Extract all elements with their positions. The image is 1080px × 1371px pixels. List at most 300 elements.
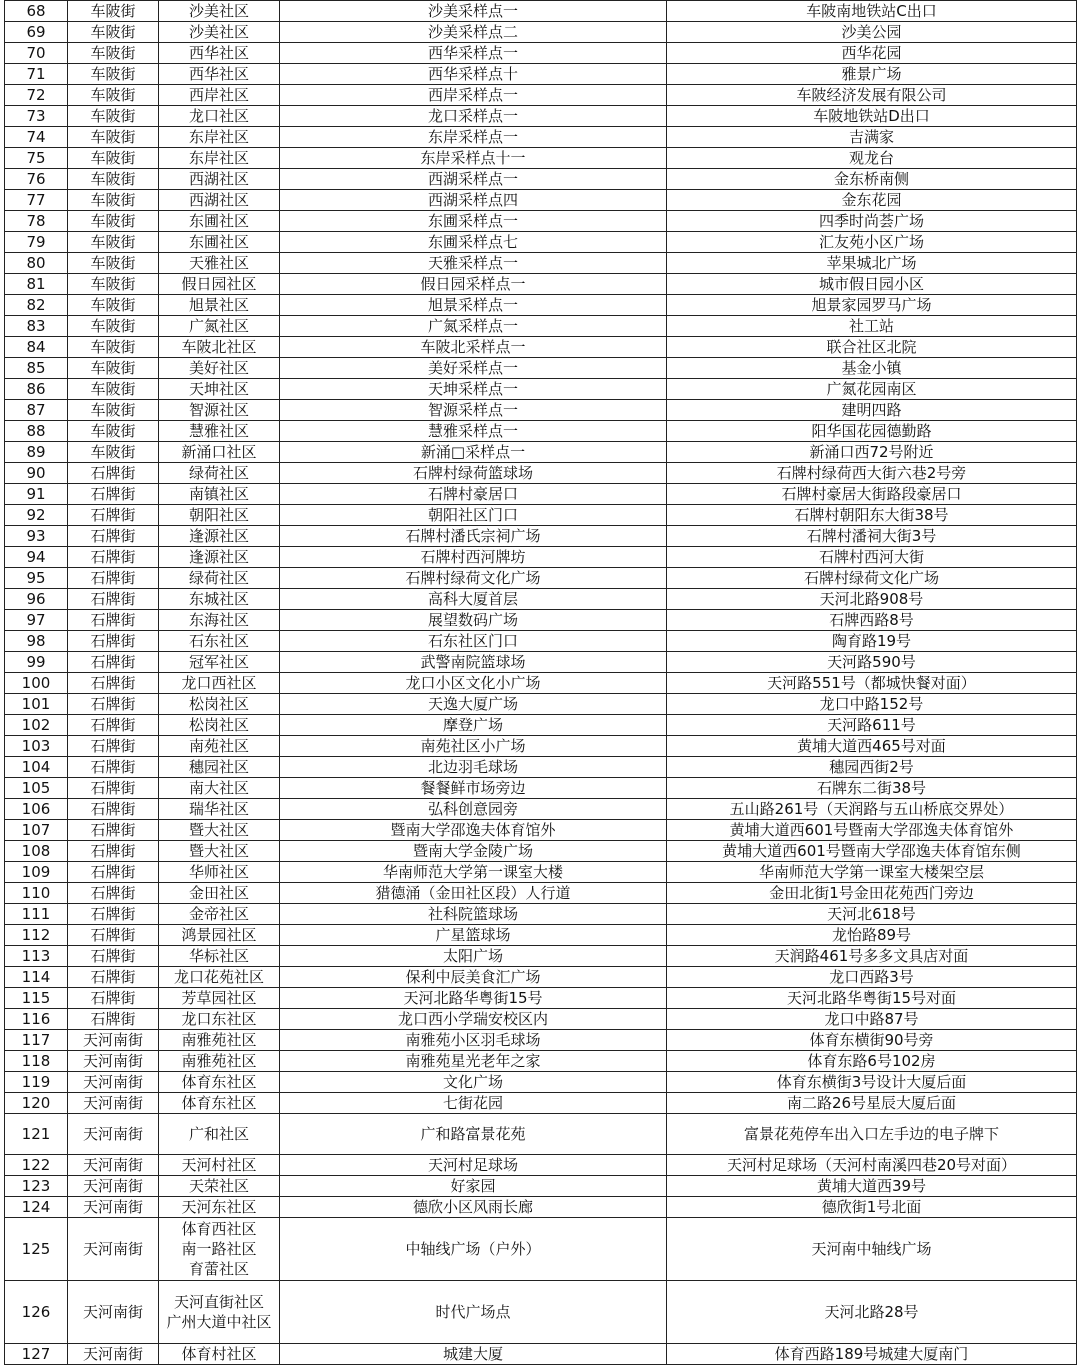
street-cell: 车陂街 bbox=[68, 85, 159, 106]
table-row bbox=[5, 358, 1077, 379]
street-cell: 车陂街 bbox=[68, 1, 159, 22]
community-cell: 龙口东社区 bbox=[159, 1009, 280, 1030]
community-cell: 假日园社区 bbox=[159, 274, 280, 295]
street-cell: 石牌街 bbox=[68, 736, 159, 757]
community-cell: 东圃社区 bbox=[159, 211, 280, 232]
street-cell: 车陂街 bbox=[68, 400, 159, 421]
row-number: 86 bbox=[5, 379, 68, 400]
community-cell: 天雅社区 bbox=[159, 253, 280, 274]
street-cell: 石牌街 bbox=[68, 631, 159, 652]
sampling-point-cell: 沙美采样点二 bbox=[280, 22, 667, 43]
community-cell: 金帝社区 bbox=[159, 904, 280, 925]
street-cell: 石牌街 bbox=[68, 547, 159, 568]
community-cell: 鸿景园社区 bbox=[159, 925, 280, 946]
row-number: 91 bbox=[5, 484, 68, 505]
address-cell: 天河村足球场（天河村南溪四巷20号对面） bbox=[667, 1155, 1077, 1176]
address-cell: 阳华国花园德勤路 bbox=[667, 421, 1077, 442]
sampling-point-cell: 时代广场点 bbox=[280, 1281, 667, 1344]
row-number: 70 bbox=[5, 43, 68, 64]
address-cell: 观龙台 bbox=[667, 148, 1077, 169]
row-number: 117 bbox=[5, 1030, 68, 1051]
sampling-point-cell: 好家园 bbox=[280, 1176, 667, 1197]
community-cell: 天河村社区 bbox=[159, 1155, 280, 1176]
address-cell: 体育西路189号城建大厦南门 bbox=[667, 1344, 1077, 1365]
row-number: 98 bbox=[5, 631, 68, 652]
street-cell: 石牌街 bbox=[68, 841, 159, 862]
community-cell: 龙口西社区 bbox=[159, 673, 280, 694]
community-cell: 体育东社区 bbox=[159, 1093, 280, 1114]
sampling-point-cell: 华南师范大学第一课室大楼 bbox=[280, 862, 667, 883]
sampling-point-cell: 摩登广场 bbox=[280, 715, 667, 736]
address-cell: 黄埔大道西601号暨南大学邵逸夫体育馆外 bbox=[667, 820, 1077, 841]
street-cell: 车陂街 bbox=[68, 358, 159, 379]
row-number: 94 bbox=[5, 547, 68, 568]
sampling-point-cell: 西岸采样点一 bbox=[280, 85, 667, 106]
sampling-point-cell: 南苑社区小广场 bbox=[280, 736, 667, 757]
row-number: 68 bbox=[5, 1, 68, 22]
address-cell: 天河北路28号 bbox=[667, 1281, 1077, 1344]
table-row bbox=[5, 400, 1077, 421]
street-cell: 车陂街 bbox=[68, 232, 159, 253]
address-cell: 四季时尚荟广场 bbox=[667, 211, 1077, 232]
table-row bbox=[5, 526, 1077, 547]
row-number: 74 bbox=[5, 127, 68, 148]
table-body bbox=[5, 1, 1077, 1365]
community-cell: 龙口花苑社区 bbox=[159, 967, 280, 988]
sampling-point-cell: 智源采样点一 bbox=[280, 400, 667, 421]
community-cell: 南苑社区 bbox=[159, 736, 280, 757]
street-cell: 车陂街 bbox=[68, 106, 159, 127]
community-cell: 西湖社区 bbox=[159, 169, 280, 190]
community-cell: 南镇社区 bbox=[159, 484, 280, 505]
sampling-point-cell: 七街花园 bbox=[280, 1093, 667, 1114]
sampling-point-cell: 东圃采样点七 bbox=[280, 232, 667, 253]
sampling-point-cell: 石牌村潘氏宗祠广场 bbox=[280, 526, 667, 547]
street-cell: 石牌街 bbox=[68, 988, 159, 1009]
street-cell: 石牌街 bbox=[68, 967, 159, 988]
table-row bbox=[5, 967, 1077, 988]
table-row bbox=[5, 505, 1077, 526]
row-number: 73 bbox=[5, 106, 68, 127]
street-cell: 天河南街 bbox=[68, 1072, 159, 1093]
address-cell: 穗园西街2号 bbox=[667, 757, 1077, 778]
sampling-point-cell: 暨南大学邵逸夫体育馆外 bbox=[280, 820, 667, 841]
table-row bbox=[5, 190, 1077, 211]
table-row bbox=[5, 652, 1077, 673]
row-number: 106 bbox=[5, 799, 68, 820]
sampling-point-cell: 武警南院篮球场 bbox=[280, 652, 667, 673]
table-row bbox=[5, 85, 1077, 106]
table-row bbox=[5, 820, 1077, 841]
community-cell: 旭景社区 bbox=[159, 295, 280, 316]
row-number: 114 bbox=[5, 967, 68, 988]
street-cell: 天河南街 bbox=[68, 1281, 159, 1344]
community-cell: 天坤社区 bbox=[159, 379, 280, 400]
sampling-point-cell: 石牌村豪居口 bbox=[280, 484, 667, 505]
address-cell: 天河北路华粤街15号对面 bbox=[667, 988, 1077, 1009]
street-cell: 天河南街 bbox=[68, 1114, 159, 1155]
table-row bbox=[5, 232, 1077, 253]
address-cell: 南二路26号星辰大厦后面 bbox=[667, 1093, 1077, 1114]
row-number: 116 bbox=[5, 1009, 68, 1030]
table-row bbox=[5, 22, 1077, 43]
sampling-point-cell: 龙口西小学瑞安校区内 bbox=[280, 1009, 667, 1030]
community-cell: 东海社区 bbox=[159, 610, 280, 631]
address-cell: 苹果城北广场 bbox=[667, 253, 1077, 274]
row-number: 113 bbox=[5, 946, 68, 967]
street-cell: 天河南街 bbox=[68, 1344, 159, 1365]
table-row bbox=[5, 736, 1077, 757]
sampling-point-cell: 沙美采样点一 bbox=[280, 1, 667, 22]
community-cell: 东岸社区 bbox=[159, 148, 280, 169]
address-cell: 龙怡路89号 bbox=[667, 925, 1077, 946]
community-cell: 逢源社区 bbox=[159, 526, 280, 547]
sampling-point-cell: 文化广场 bbox=[280, 1072, 667, 1093]
community-cell: 西岸社区 bbox=[159, 85, 280, 106]
row-number: 111 bbox=[5, 904, 68, 925]
street-cell: 天河南街 bbox=[68, 1218, 159, 1281]
community-cell: 绿荷社区 bbox=[159, 463, 280, 484]
community-cell: 绿荷社区 bbox=[159, 568, 280, 589]
table-row bbox=[5, 379, 1077, 400]
table-row bbox=[5, 925, 1077, 946]
address-cell: 雅景广场 bbox=[667, 64, 1077, 85]
address-cell: 龙口中路87号 bbox=[667, 1009, 1077, 1030]
community-cell: 暨大社区 bbox=[159, 820, 280, 841]
street-cell: 车陂街 bbox=[68, 442, 159, 463]
community-cell: 体育村社区 bbox=[159, 1344, 280, 1365]
sampling-point-cell: 龙口采样点一 bbox=[280, 106, 667, 127]
community-cell: 穗园社区 bbox=[159, 757, 280, 778]
table-row bbox=[5, 946, 1077, 967]
sampling-point-cell: 太阳广场 bbox=[280, 946, 667, 967]
community-cell: 天荣社区 bbox=[159, 1176, 280, 1197]
address-cell: 体育东横街90号旁 bbox=[667, 1030, 1077, 1051]
table-row bbox=[5, 904, 1077, 925]
street-cell: 石牌街 bbox=[68, 925, 159, 946]
address-cell: 天河北路908号 bbox=[667, 589, 1077, 610]
community-cell: 暨大社区 bbox=[159, 841, 280, 862]
street-cell: 车陂街 bbox=[68, 337, 159, 358]
street-cell: 车陂街 bbox=[68, 295, 159, 316]
table-row bbox=[5, 421, 1077, 442]
community-cell: 慧雅社区 bbox=[159, 421, 280, 442]
table-row bbox=[5, 64, 1077, 85]
table-row bbox=[5, 778, 1077, 799]
row-number: 71 bbox=[5, 64, 68, 85]
address-cell: 黄埔大道西601号暨南大学邵逸夫体育馆东侧 bbox=[667, 841, 1077, 862]
row-number: 88 bbox=[5, 421, 68, 442]
address-cell: 德欣街1号北面 bbox=[667, 1197, 1077, 1218]
street-cell: 天河南街 bbox=[68, 1197, 159, 1218]
row-number: 81 bbox=[5, 274, 68, 295]
street-cell: 石牌街 bbox=[68, 715, 159, 736]
address-cell: 金东桥南侧 bbox=[667, 169, 1077, 190]
row-number: 118 bbox=[5, 1051, 68, 1072]
table-row bbox=[5, 1072, 1077, 1093]
table-row bbox=[5, 547, 1077, 568]
street-cell: 天河南街 bbox=[68, 1030, 159, 1051]
street-cell: 车陂街 bbox=[68, 190, 159, 211]
row-number: 123 bbox=[5, 1176, 68, 1197]
community-cell: 华师社区 bbox=[159, 862, 280, 883]
row-number: 69 bbox=[5, 22, 68, 43]
table-row bbox=[5, 694, 1077, 715]
sampling-point-cell: 车陂北采样点一 bbox=[280, 337, 667, 358]
row-number: 93 bbox=[5, 526, 68, 547]
table-row bbox=[5, 841, 1077, 862]
address-cell: 石牌村豪居大街路段豪居口 bbox=[667, 484, 1077, 505]
row-number: 107 bbox=[5, 820, 68, 841]
address-cell: 金东花园 bbox=[667, 190, 1077, 211]
sampling-point-cell: 南雅苑星光老年之家 bbox=[280, 1051, 667, 1072]
street-cell: 石牌街 bbox=[68, 820, 159, 841]
street-cell: 车陂街 bbox=[68, 253, 159, 274]
row-number: 120 bbox=[5, 1093, 68, 1114]
row-number: 108 bbox=[5, 841, 68, 862]
sampling-point-cell: 东岸采样点十一 bbox=[280, 148, 667, 169]
address-cell: 广氮花园南区 bbox=[667, 379, 1077, 400]
street-cell: 车陂街 bbox=[68, 421, 159, 442]
address-cell: 天河北618号 bbox=[667, 904, 1077, 925]
row-number: 97 bbox=[5, 610, 68, 631]
community-cell: 金田社区 bbox=[159, 883, 280, 904]
address-cell: 石牌村绿荷西大街六巷2号旁 bbox=[667, 463, 1077, 484]
table-row bbox=[5, 127, 1077, 148]
address-cell: 石牌村西河大街 bbox=[667, 547, 1077, 568]
address-cell: 沙美公园 bbox=[667, 22, 1077, 43]
address-cell: 石牌村朝阳东大街38号 bbox=[667, 505, 1077, 526]
street-cell: 车陂街 bbox=[68, 64, 159, 85]
row-number: 77 bbox=[5, 190, 68, 211]
street-cell: 石牌街 bbox=[68, 862, 159, 883]
address-cell: 城市假日园小区 bbox=[667, 274, 1077, 295]
street-cell: 石牌街 bbox=[68, 652, 159, 673]
street-cell: 车陂街 bbox=[68, 316, 159, 337]
row-number: 110 bbox=[5, 883, 68, 904]
sampling-point-cell: 西华采样点一 bbox=[280, 43, 667, 64]
sampling-point-cell: 石牌村绿荷篮球场 bbox=[280, 463, 667, 484]
table-row bbox=[5, 316, 1077, 337]
table-row bbox=[5, 1176, 1077, 1197]
community-cell: 东城社区 bbox=[159, 589, 280, 610]
table-row bbox=[5, 1344, 1077, 1365]
community-cell: 天河东社区 bbox=[159, 1197, 280, 1218]
address-cell: 西华花园 bbox=[667, 43, 1077, 64]
address-cell: 联合社区北院 bbox=[667, 337, 1077, 358]
sampling-point-cell: 西湖采样点四 bbox=[280, 190, 667, 211]
row-number: 100 bbox=[5, 673, 68, 694]
address-cell: 龙口西路3号 bbox=[667, 967, 1077, 988]
sampling-point-cell: 广星篮球场 bbox=[280, 925, 667, 946]
address-cell: 体育东横街3号设计大厦后面 bbox=[667, 1072, 1077, 1093]
row-number: 109 bbox=[5, 862, 68, 883]
community-cell: 瑞华社区 bbox=[159, 799, 280, 820]
table-row bbox=[5, 673, 1077, 694]
street-cell: 石牌街 bbox=[68, 799, 159, 820]
sampling-point-cell: 暨南大学金陵广场 bbox=[280, 841, 667, 862]
street-cell: 石牌街 bbox=[68, 778, 159, 799]
table-row bbox=[5, 1155, 1077, 1176]
row-number: 112 bbox=[5, 925, 68, 946]
sampling-sites-table bbox=[4, 0, 1077, 1365]
sampling-point-cell: 展望数码广场 bbox=[280, 610, 667, 631]
sampling-point-cell: 广氮采样点一 bbox=[280, 316, 667, 337]
row-number: 79 bbox=[5, 232, 68, 253]
address-cell: 吉满家 bbox=[667, 127, 1077, 148]
street-cell: 石牌街 bbox=[68, 1009, 159, 1030]
sampling-point-cell: 朝阳社区门口 bbox=[280, 505, 667, 526]
address-cell: 石牌村绿荷文化广场 bbox=[667, 568, 1077, 589]
address-cell: 石牌西路8号 bbox=[667, 610, 1077, 631]
address-cell: 新涌口西72号附近 bbox=[667, 442, 1077, 463]
table-row bbox=[5, 1030, 1077, 1051]
row-number: 75 bbox=[5, 148, 68, 169]
community-cell: 朝阳社区 bbox=[159, 505, 280, 526]
street-cell: 石牌街 bbox=[68, 904, 159, 925]
community-cell: 东岸社区 bbox=[159, 127, 280, 148]
address-cell: 旭景家园罗马广场 bbox=[667, 295, 1077, 316]
table-row bbox=[5, 295, 1077, 316]
address-cell: 汇友苑小区广场 bbox=[667, 232, 1077, 253]
row-number: 124 bbox=[5, 1197, 68, 1218]
row-number: 83 bbox=[5, 316, 68, 337]
sampling-point-cell: 社科院篮球场 bbox=[280, 904, 667, 925]
community-cell: 松岗社区 bbox=[159, 694, 280, 715]
street-cell: 石牌街 bbox=[68, 526, 159, 547]
row-number: 82 bbox=[5, 295, 68, 316]
row-number: 90 bbox=[5, 463, 68, 484]
address-cell: 社工站 bbox=[667, 316, 1077, 337]
community-cell: 车陂北社区 bbox=[159, 337, 280, 358]
sampling-point-cell: 慧雅采样点一 bbox=[280, 421, 667, 442]
table-row bbox=[5, 757, 1077, 778]
row-number: 76 bbox=[5, 169, 68, 190]
street-cell: 石牌街 bbox=[68, 673, 159, 694]
street-cell: 车陂街 bbox=[68, 169, 159, 190]
table-row bbox=[5, 442, 1077, 463]
community-cell: 智源社区 bbox=[159, 400, 280, 421]
community-cell: 西湖社区 bbox=[159, 190, 280, 211]
row-number: 122 bbox=[5, 1155, 68, 1176]
street-cell: 天河南街 bbox=[68, 1093, 159, 1114]
street-cell: 车陂街 bbox=[68, 43, 159, 64]
table-row bbox=[5, 631, 1077, 652]
row-number: 127 bbox=[5, 1344, 68, 1365]
row-number: 95 bbox=[5, 568, 68, 589]
table-row bbox=[5, 715, 1077, 736]
street-cell: 石牌街 bbox=[68, 505, 159, 526]
street-cell: 车陂街 bbox=[68, 211, 159, 232]
sampling-point-cell: 德欣小区风雨长廊 bbox=[280, 1197, 667, 1218]
row-number: 87 bbox=[5, 400, 68, 421]
address-cell: 天润路461号多多文具店对面 bbox=[667, 946, 1077, 967]
community-cell: 南大社区 bbox=[159, 778, 280, 799]
row-number: 119 bbox=[5, 1072, 68, 1093]
community-cell: 沙美社区 bbox=[159, 22, 280, 43]
community-cell: 西华社区 bbox=[159, 43, 280, 64]
sampling-point-cell: 旭景采样点一 bbox=[280, 295, 667, 316]
row-number: 115 bbox=[5, 988, 68, 1009]
street-cell: 石牌街 bbox=[68, 694, 159, 715]
sampling-point-cell: 中轴线广场（户外） bbox=[280, 1218, 667, 1281]
row-number: 78 bbox=[5, 211, 68, 232]
table-row bbox=[5, 862, 1077, 883]
table-row bbox=[5, 1, 1077, 22]
community-cell: 美好社区 bbox=[159, 358, 280, 379]
street-cell: 石牌街 bbox=[68, 757, 159, 778]
sampling-point-cell: 天雅采样点一 bbox=[280, 253, 667, 274]
address-cell: 黄埔大道西39号 bbox=[667, 1176, 1077, 1197]
table-row bbox=[5, 1114, 1077, 1155]
street-cell: 天河南街 bbox=[68, 1155, 159, 1176]
community-cell: 广和社区 bbox=[159, 1114, 280, 1155]
street-cell: 车陂街 bbox=[68, 148, 159, 169]
community-cell: 华标社区 bbox=[159, 946, 280, 967]
row-number: 92 bbox=[5, 505, 68, 526]
sampling-point-cell: 天河村足球场 bbox=[280, 1155, 667, 1176]
address-cell: 金田北街1号金田花苑西门旁边 bbox=[667, 883, 1077, 904]
sampling-point-cell: 东岸采样点一 bbox=[280, 127, 667, 148]
table-row bbox=[5, 169, 1077, 190]
table-row bbox=[5, 589, 1077, 610]
community-cell: 南雅苑社区 bbox=[159, 1030, 280, 1051]
street-cell: 石牌街 bbox=[68, 463, 159, 484]
table-row bbox=[5, 253, 1077, 274]
community-cell: 体育东社区 bbox=[159, 1072, 280, 1093]
community-cell: 东圃社区 bbox=[159, 232, 280, 253]
sampling-point-cell: 龙口小区文化小广场 bbox=[280, 673, 667, 694]
street-cell: 车陂街 bbox=[68, 274, 159, 295]
table-row bbox=[5, 799, 1077, 820]
table-row bbox=[5, 610, 1077, 631]
sampling-point-cell: 弘科创意园旁 bbox=[280, 799, 667, 820]
table-row bbox=[5, 274, 1077, 295]
table-row bbox=[5, 463, 1077, 484]
address-cell: 基金小镇 bbox=[667, 358, 1077, 379]
address-cell: 车陂南地铁站C出口 bbox=[667, 1, 1077, 22]
street-cell: 石牌街 bbox=[68, 883, 159, 904]
table-row bbox=[5, 484, 1077, 505]
row-number: 89 bbox=[5, 442, 68, 463]
community-cell: 西华社区 bbox=[159, 64, 280, 85]
address-cell: 建明四路 bbox=[667, 400, 1077, 421]
address-cell: 石牌东二街38号 bbox=[667, 778, 1077, 799]
sampling-point-cell: 新涌□采样点一 bbox=[280, 442, 667, 463]
row-number: 121 bbox=[5, 1114, 68, 1155]
community-cell: 石东社区 bbox=[159, 631, 280, 652]
sampling-point-cell: 南雅苑小区羽毛球场 bbox=[280, 1030, 667, 1051]
street-cell: 天河南街 bbox=[68, 1051, 159, 1072]
street-cell: 石牌街 bbox=[68, 946, 159, 967]
sampling-point-cell: 石牌村绿荷文化广场 bbox=[280, 568, 667, 589]
street-cell: 天河南街 bbox=[68, 1176, 159, 1197]
table-row bbox=[5, 1281, 1077, 1344]
sampling-point-cell: 高科大厦首层 bbox=[280, 589, 667, 610]
sampling-point-cell: 天坤采样点一 bbox=[280, 379, 667, 400]
address-cell: 陶育路19号 bbox=[667, 631, 1077, 652]
sampling-point-cell: 石东社区门口 bbox=[280, 631, 667, 652]
sampling-point-cell: 西湖采样点一 bbox=[280, 169, 667, 190]
address-cell: 车陂经济发展有限公司 bbox=[667, 85, 1077, 106]
row-number: 85 bbox=[5, 358, 68, 379]
sampling-point-cell: 东圃采样点一 bbox=[280, 211, 667, 232]
sampling-point-cell: 天河北路华粤街15号 bbox=[280, 988, 667, 1009]
community-cell: 冠军社区 bbox=[159, 652, 280, 673]
street-cell: 石牌街 bbox=[68, 589, 159, 610]
street-cell: 车陂街 bbox=[68, 127, 159, 148]
table-row bbox=[5, 1197, 1077, 1218]
